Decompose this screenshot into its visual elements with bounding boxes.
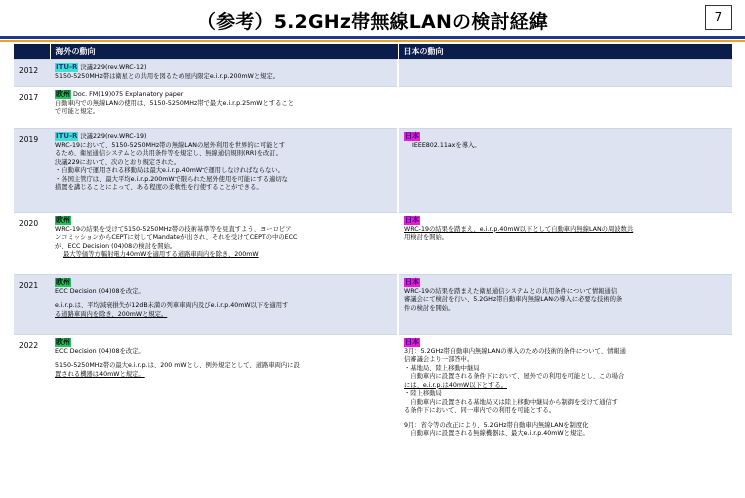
year-cell: 2021 <box>14 275 50 335</box>
header-rule-orange <box>0 40 745 42</box>
year-cell: 2022 <box>14 335 50 455</box>
text-line: 9月：省令等の改正により、5.2GHz帯自動車内無線LANを制度化 <box>404 421 589 429</box>
text-line: が、ECC Decision (04)08の検討を開始。 <box>55 242 177 250</box>
overseas-cell <box>50 87 398 129</box>
japan-tag: 日本 <box>405 338 419 346</box>
text-line: e.i.r.p.は、平均減衰損失が12dB未満の列車車両内及びe.i.r.p.40mW以下を適用す <box>55 302 289 309</box>
text-line: ・陸上移動局 <box>404 390 442 397</box>
year-cell: 2019 <box>14 129 50 213</box>
text-line: 3月：5.2GHz帯自動車内無線LANの導入のための技術的条件について、情報通 <box>404 347 626 355</box>
europe-tag: 欧州 <box>56 338 70 346</box>
table-row <box>14 87 732 129</box>
japan-tag: 日本 <box>405 132 419 140</box>
page-title: （参考）5.2GHz帯無線LANの検討経緯 <box>196 11 549 33</box>
header-japan: 日本の動向 <box>398 44 732 60</box>
text-line: る条件下において、同一車内での利用を可能とする。 <box>404 407 555 414</box>
table-header-row <box>14 44 732 60</box>
tag-text: 決議229(rev.WRC-12) <box>78 64 147 71</box>
text-line: 最大等価等方輻射電力40mWを適用する道路車両内を除き、200mW <box>63 251 259 258</box>
header-rule-blue <box>0 36 745 39</box>
japan-cell <box>398 60 732 87</box>
text-line: 自動車内に設置される無線機器は、最大e.i.r.p.40mWと規定。 <box>404 430 589 437</box>
year-cell: 2017 <box>14 87 50 129</box>
text-line: ECC Decision (04)08を改定。 <box>55 287 145 295</box>
overseas-cell <box>50 275 398 335</box>
text-line: ECC Decision (04)08を改定。 <box>55 347 145 355</box>
japan-tag: 日本 <box>405 216 419 224</box>
page-number: 7 <box>705 5 732 30</box>
tag-text: 決議229(rev.WRC-19) <box>78 133 147 140</box>
overseas-cell <box>50 129 398 213</box>
table-row <box>14 129 732 213</box>
text-line: ・各国主管庁は、最大平均e.i.r.p.200mWで限られた屋外使用を可能にする適切な <box>55 175 288 183</box>
text-line: 置される機器は40mWと規定。 <box>55 370 145 378</box>
text-line: ・基地局、陸上移動中継局 <box>404 364 480 372</box>
text-line: 5150-5250MHz帯は衛星との共用を図るため屋内限定e.i.r.p.200mWと規定。 <box>55 72 280 80</box>
europe-tag: 欧州 <box>56 216 70 224</box>
text-line: WRC-19において、5150-5250MHz帯の無線LANの屋外利用を世界的に可能とす <box>55 141 286 149</box>
japan-cell <box>398 275 732 335</box>
history-table <box>14 44 732 455</box>
japan-cell <box>398 129 732 213</box>
japan-cell <box>398 87 732 129</box>
text-line: 用検討を開始。 <box>404 234 449 241</box>
japan-tag: 日本 <box>405 278 419 286</box>
text-line: 審議会にて検討を行い、5.2GHz帯自動車内無線LANの導入に必要な技術的条 <box>404 296 623 303</box>
table-row <box>14 60 732 87</box>
overseas-cell <box>50 335 398 455</box>
year-cell: 2020 <box>14 213 50 275</box>
itu-r-tag: ITU-R <box>56 63 78 71</box>
overseas-cell <box>50 213 398 275</box>
text-line: 自動車内に設置される条件下において、屋外での利用を可能とし、この場合 <box>404 373 625 380</box>
japan-cell <box>398 335 732 455</box>
text-line: 決議229において、次のとおり規定された。 <box>55 158 181 166</box>
overseas-cell <box>50 60 398 87</box>
text-line: IEEE802.11axを導入。 <box>412 141 481 149</box>
text-line: るため、衛星通信システムとの共用条件等を規定し、無線通信規則(RR)を改訂。 <box>55 150 282 157</box>
text-line: WRC-19の結果を受けて5150-5250MHz帯の技術基準等を見直すよう、ヨーロピア <box>55 225 292 233</box>
header-year <box>14 44 50 60</box>
text-line: WRC-19の結果を踏まえ、e.i.r.p.40mW以下として自動車内無線LANの周波数共 <box>404 225 634 233</box>
text-line: 5150-5250MHz帯の最大e.i.r.p.は、200 mWとし、例外規定として、道路車両内に設 <box>55 362 300 369</box>
text-line: 自動車内での無線LANの使用は、5150-5250MHz帯で最大e.i.r.p.25mWとすること <box>55 99 295 107</box>
table-row <box>14 213 732 275</box>
table-row <box>14 275 732 335</box>
table-row <box>14 335 732 455</box>
itu-r-tag: ITU-R <box>56 132 78 140</box>
europe-tag: 欧州 <box>56 278 70 286</box>
europe-tag: 欧州 <box>56 90 70 98</box>
japan-cell <box>398 213 732 275</box>
tag-text: Doc. FM(19)075 Explanatory paper <box>71 91 184 98</box>
text-line: 信審議会より一部答申。 <box>404 356 474 363</box>
text-line: WRC-19の結果を踏まえた衛星通信システムとの共用条件について情報通信 <box>404 287 618 295</box>
text-line: ・自動車内で運用される移動局は最大e.i.r.p.40mWで運用しなければならない。 <box>55 167 284 174</box>
text-line: 件の検討を開始。 <box>404 304 455 312</box>
text-line: る道路車両内を除き、200mWと規定。 <box>55 310 168 318</box>
text-line: ンコミッションからCEPTに対してMandateが出され、それを受けてCEPTの中のECC <box>55 234 298 241</box>
text-line: には、e.i.r.p.は40mW以下とする。 <box>404 381 507 389</box>
text-line: で可能と規定。 <box>55 108 100 115</box>
text-line: 措置を講じることによって、ある程度の柔軟性を行使することができる。 <box>55 184 263 191</box>
header-overseas: 海外の動向 <box>50 44 398 60</box>
year-cell: 2012 <box>14 60 50 87</box>
text-line: 自動車内に設置される基地局又は陸上移動中継局から制御を受けて通信す <box>404 398 619 406</box>
